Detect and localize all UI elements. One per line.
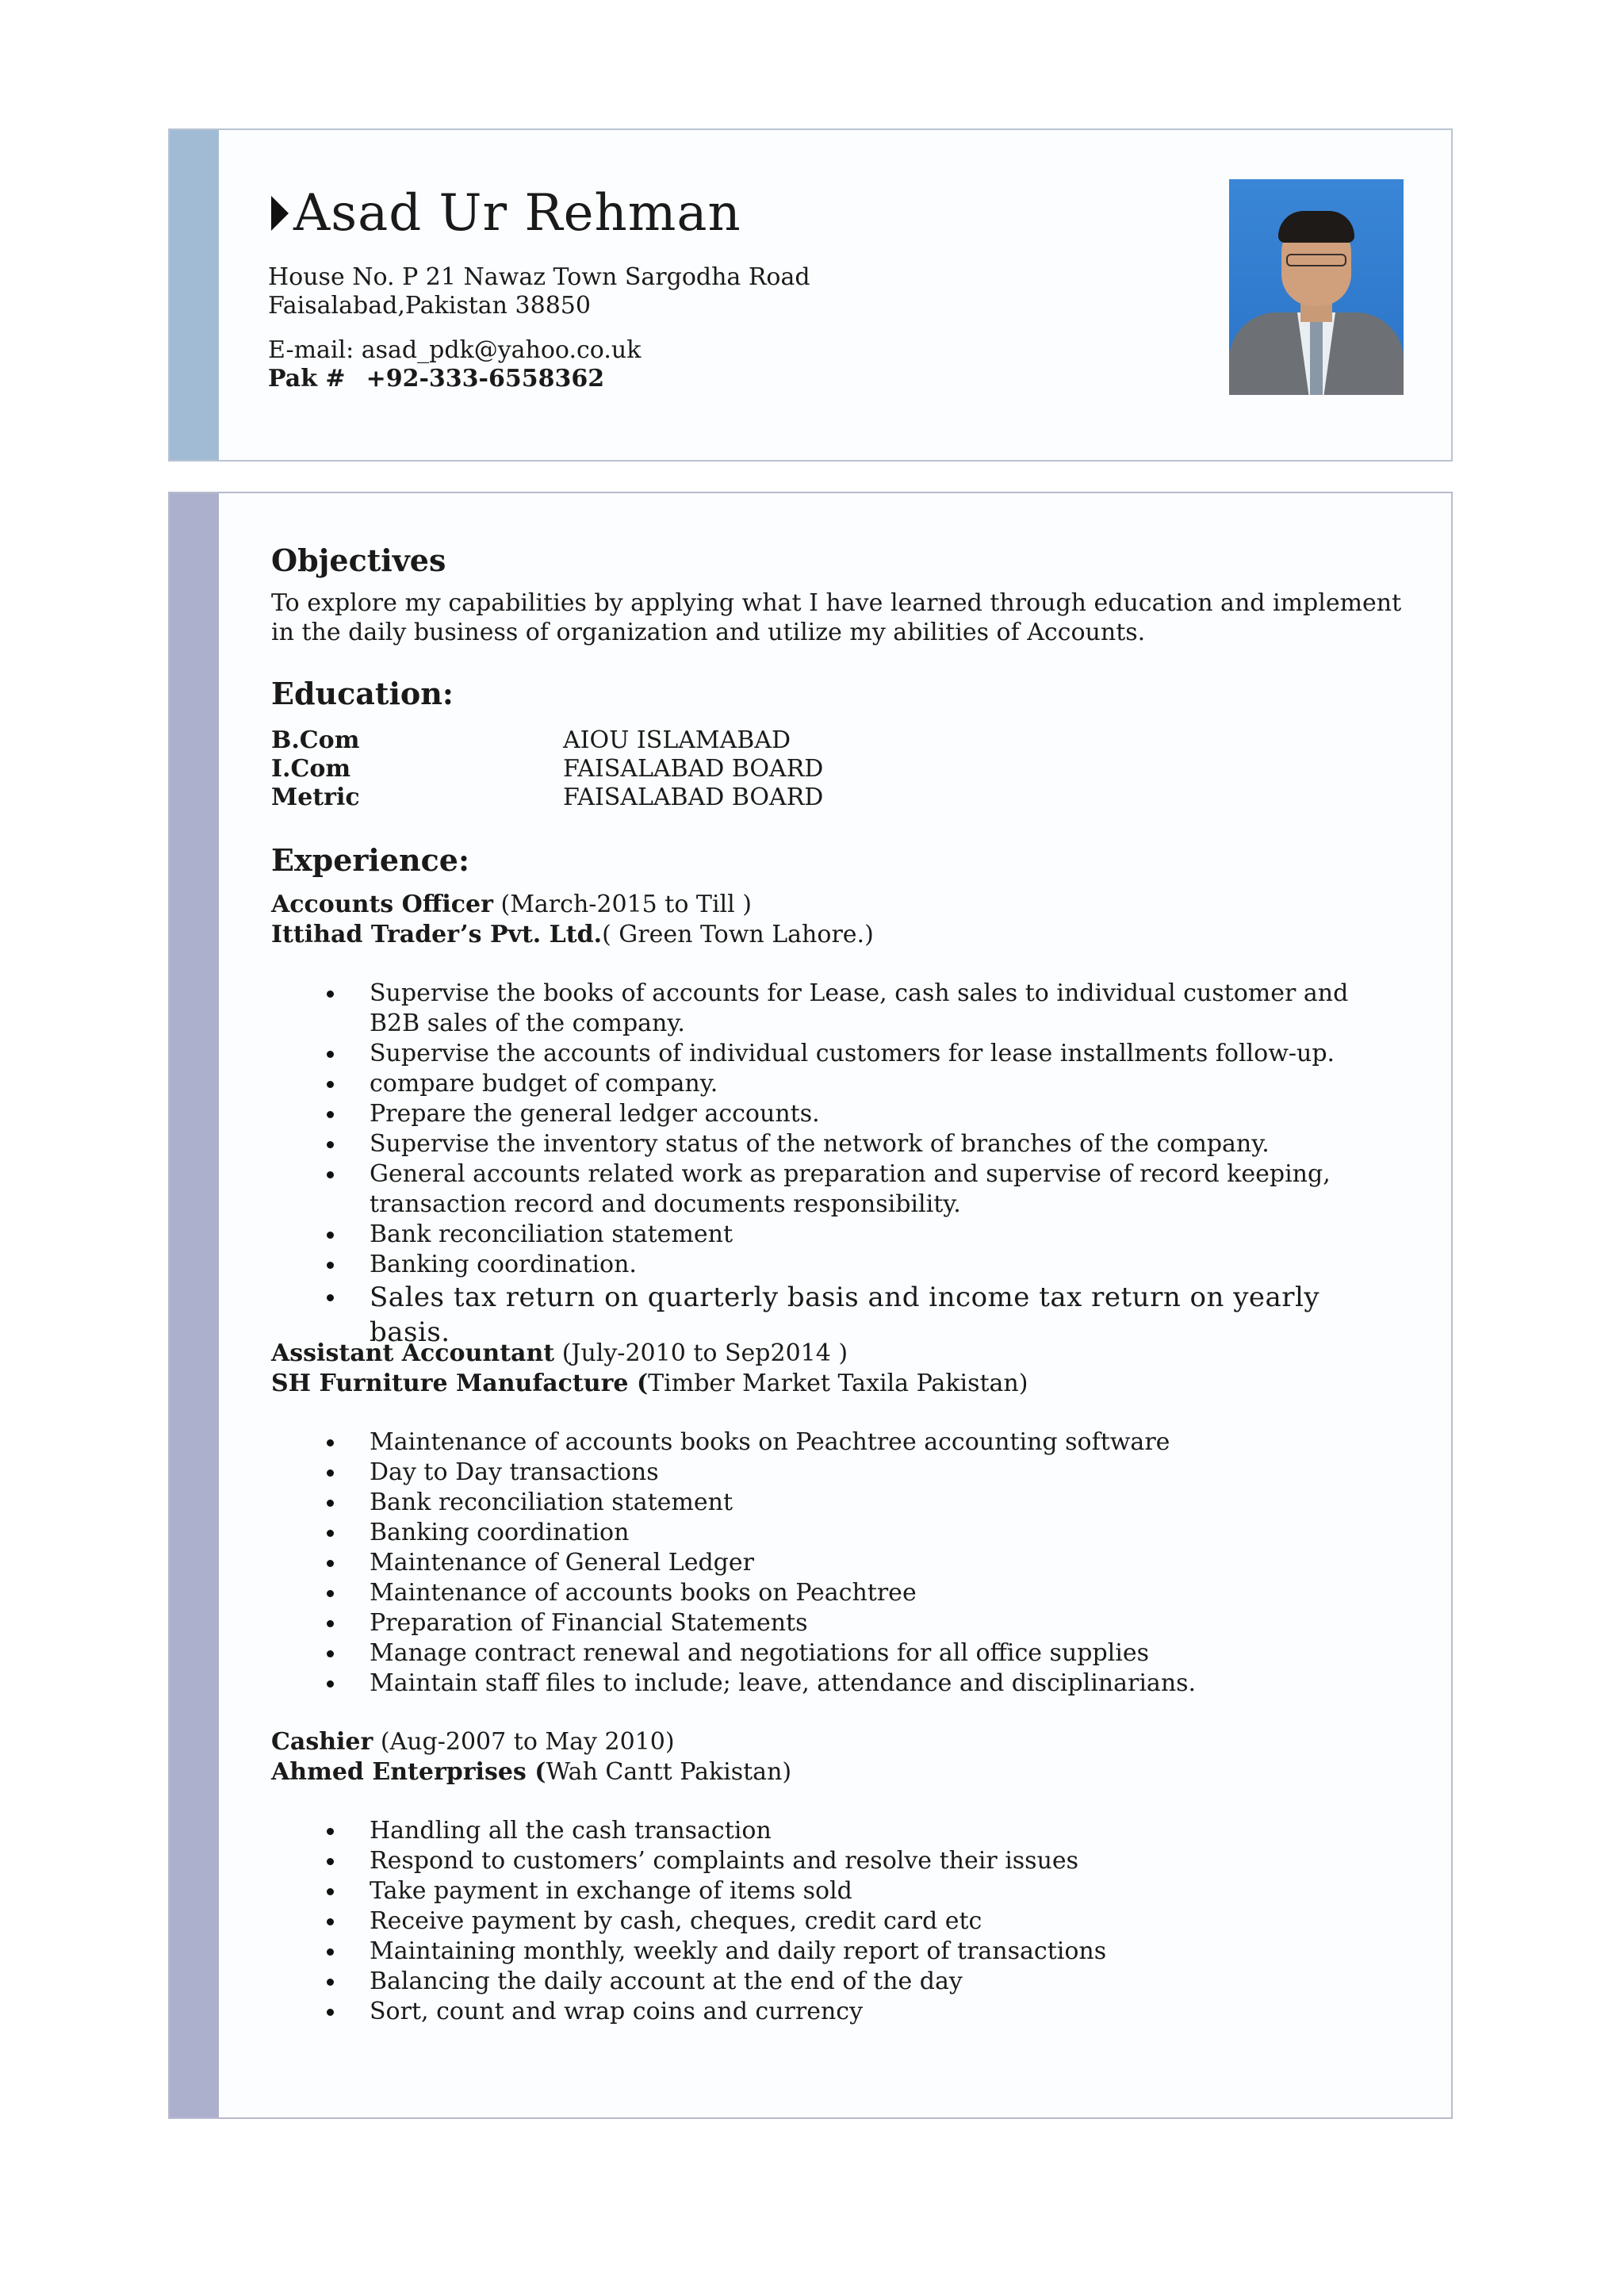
list-item: Bank reconciliation statement: [271, 1220, 1397, 1250]
bullet-icon: [327, 990, 334, 998]
address-line-1: House No. P 21 Nawaz Town Sargodha Road: [268, 263, 810, 291]
list-item: Maintenance of accounts books on Peachtree accounting software: [271, 1427, 1397, 1458]
list-item: Supervise the books of accounts for Lease, cash sales to individual customer and B2B sales of the company.: [271, 979, 1397, 1039]
list-item: Supervise the accounts of individual customers for lease installments follow-up.: [271, 1039, 1397, 1069]
job-location: Wah Cantt Pakistan): [546, 1758, 792, 1786]
phone-line: [268, 365, 604, 393]
bullet-icon: [327, 1294, 334, 1301]
job-duties-list: [271, 979, 1397, 1350]
objectives-text: To explore my capabilities by applying what I have learned through education and implement in the daily business of organization and utilize my abilities of Accounts.: [271, 589, 1402, 646]
body-accent-band: [170, 493, 219, 2117]
education-institute: AIOU ISLAMABAD: [563, 726, 791, 754]
job-company-line: [271, 1369, 1028, 1399]
triangle-bullet-icon: [271, 196, 289, 231]
objectives-heading: Objectives: [271, 542, 446, 578]
list-item: Respond to customers’ complaints and resolve their issues: [271, 1846, 1397, 1876]
bullet-icon: [327, 1051, 334, 1058]
header-panel: [168, 128, 1453, 462]
job-title: Accounts Officer: [271, 891, 493, 918]
job-title-line: [271, 1339, 848, 1369]
experience-heading: Experience:: [271, 842, 469, 878]
candidate-name: Asad Ur Rehman: [293, 184, 741, 243]
bullet-icon: [327, 1858, 334, 1865]
name-row: [271, 184, 741, 243]
list-item: Supervise the inventory status of the network of branches of the company.: [271, 1129, 1397, 1159]
bullet-icon: [327, 1620, 334, 1627]
list-item: Maintenance of General Ledger: [271, 1548, 1397, 1578]
phone-number: +92-333-6558362: [366, 365, 605, 393]
education-degree: B.Com: [271, 726, 360, 754]
bullet-icon: [327, 1141, 334, 1148]
list-item: Maintain staff files to include; leave, attendance and disciplinarians.: [271, 1669, 1397, 1699]
job-period: (Aug-2007 to May 2010): [373, 1728, 675, 1756]
education-heading: Education:: [271, 676, 454, 711]
job-period: (July-2010 to Sep2014 ): [554, 1339, 848, 1367]
education-institute: FAISALABAD BOARD: [563, 755, 824, 783]
education-degree: Metric: [271, 784, 360, 811]
photo-glasses-shape: [1286, 254, 1346, 266]
bullet-icon: [327, 1232, 334, 1239]
list-item: Bank reconciliation statement: [271, 1488, 1397, 1518]
list-item: Banking coordination.: [271, 1250, 1397, 1280]
photo-hair-shape: [1278, 211, 1354, 243]
bullet-icon: [327, 1560, 334, 1567]
bullet-icon: [327, 1979, 334, 1986]
job-location: ( Green Town Lahore.): [602, 921, 874, 948]
bullet-icon: [327, 1500, 334, 1507]
job-company-line: [271, 1757, 791, 1787]
job-title-line: [271, 1727, 675, 1757]
list-item: Preparation of Financial Statements: [271, 1608, 1397, 1638]
list-item: Sales tax return on quarterly basis and income tax return on yearly basis.: [271, 1280, 1397, 1350]
job-company-line: [271, 920, 874, 950]
bullet-icon: [327, 1530, 334, 1537]
bullet-icon: [327, 1439, 334, 1446]
bullet-icon: [327, 1888, 334, 1895]
address-block: [268, 263, 810, 320]
job-title: Cashier: [271, 1728, 373, 1756]
education-institute: FAISALABAD BOARD: [563, 784, 824, 811]
bullet-icon: [327, 1680, 334, 1688]
list-item: Banking coordination: [271, 1518, 1397, 1548]
job-location: Timber Market Taxila Pakistan): [648, 1370, 1028, 1397]
list-item: Manage contract renewal and negotiations for all office supplies: [271, 1638, 1397, 1669]
bullet-icon: [327, 1262, 334, 1269]
bullet-icon: [327, 1111, 334, 1118]
phone-label: Pak #: [268, 365, 346, 393]
list-item: Maintenance of accounts books on Peachtree: [271, 1578, 1397, 1608]
list-item: Handling all the cash transaction: [271, 1816, 1397, 1846]
bullet-icon: [327, 1081, 334, 1088]
bullet-icon: [327, 2009, 334, 2016]
bullet-icon: [327, 1590, 334, 1597]
job-title: Assistant Accountant: [271, 1339, 555, 1367]
bullet-icon: [327, 1828, 334, 1835]
list-item: Take payment in exchange of items sold: [271, 1876, 1397, 1906]
job-company: SH Furniture Manufacture (: [271, 1370, 649, 1397]
job-company: Ittihad Trader’s Pvt. Ltd.: [271, 921, 603, 948]
job-duties-list: [271, 1427, 1397, 1699]
job-company: Ahmed Enterprises (: [271, 1758, 546, 1786]
bullet-icon: [327, 1650, 334, 1657]
list-item: Prepare the general ledger accounts.: [271, 1099, 1397, 1129]
header-accent-band: [170, 130, 219, 460]
bullet-icon: [327, 1948, 334, 1956]
job-duties-list: [271, 1816, 1397, 2027]
profile-photo: [1229, 179, 1404, 395]
bullet-icon: [327, 1918, 334, 1925]
list-item: Receive payment by cash, cheques, credit card etc: [271, 1906, 1397, 1937]
list-item: Day to Day transactions: [271, 1458, 1397, 1488]
list-item: Balancing the daily account at the end of the day: [271, 1967, 1397, 1997]
list-item: Maintaining monthly, weekly and daily report of transactions: [271, 1937, 1397, 1967]
body-panel: [168, 492, 1453, 2119]
email-line: E-mail: asad_pdk@yahoo.co.uk: [268, 336, 642, 364]
photo-tie-shape: [1310, 319, 1323, 395]
list-item: compare budget of company.: [271, 1069, 1397, 1099]
bullet-icon: [327, 1469, 334, 1477]
job-period: (March-2015 to Till ): [492, 891, 752, 918]
list-item: Sort, count and wrap coins and currency: [271, 1997, 1397, 2027]
address-line-2: Faisalabad,Pakistan 38850: [268, 292, 591, 320]
education-degree: I.Com: [271, 755, 351, 783]
bullet-icon: [327, 1171, 334, 1178]
job-title-line: [271, 890, 752, 920]
list-item: General accounts related work as preparation and supervise of record keeping, transaction record and documents responsibility.: [271, 1159, 1397, 1220]
